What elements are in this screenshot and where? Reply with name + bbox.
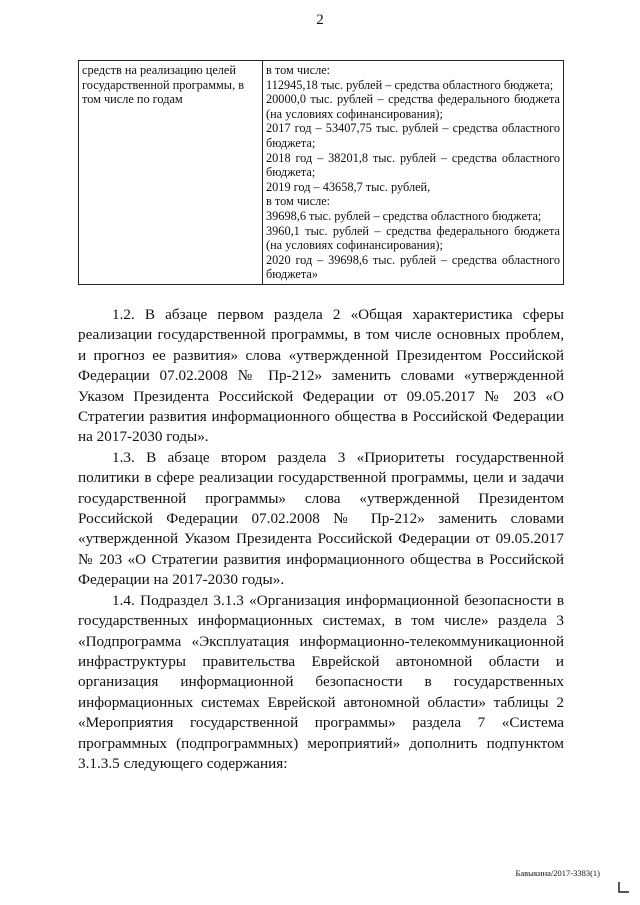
- table-line: в том числе:: [266, 194, 331, 209]
- paragraph-1-3: 1.3. В абзаце втором раздела 3 «Приоритеты государственной политики в сфере реализации государственной программы, цели и задачи государственной программы» слова «утвержденной Президентом Российской Федерации 07.02.2008 № Пр-212» заменить словами «утвержденной Указом Президента Российской Федерации от 09.05.2017 № 203 «О Стратегии развития информационного общества в Российской Федерации на 2017-2030 годы».: [78, 448, 564, 589]
- footer-reference: Бавыкина/2017-3383(1): [515, 868, 600, 878]
- table-row: [79, 61, 564, 285]
- table-line: 20000,0 тыс. рублей – средства федерального бюджета (на условиях софинансирования);: [266, 92, 560, 121]
- paragraph-1-2: 1.2. В абзаце первом раздела 2 «Общая характеристика сферы реализации государственной программы, в том числе основных проблем, и прогноз ее развития» слова «утвержденной Президентом Российской Федерации 07.02.2008 № Пр-212» заменить словами «утвержденной Указом Президента Российской Федерации от 09.05.2017 № 203 «О Стратегии развития информационного общества в Российской Федерации на 2017-2030 годы».: [78, 306, 564, 446]
- table-line: в том числе:: [266, 63, 331, 77]
- table-line: 2018 год – 38201,8 тыс. рублей – средства областного бюджета;: [266, 150, 560, 180]
- corner-mark-icon: [617, 880, 631, 894]
- table-cell-label: средств на реализацию целей государственной программы, в том числе по годам: [79, 61, 263, 285]
- table-line: 2020 год – 39698,6 тыс. рублей – средства областного бюджета»: [266, 252, 560, 282]
- table-line: 39698,6 тыс. рублей – средства областного бюджета;: [266, 208, 542, 223]
- table-line: 2017 год – 53407,75 тыс. рублей – средства областного бюджета;: [266, 121, 560, 150]
- paragraph-1-4: 1.4. Подраздел 3.1.3 «Организация информационной безопасности в государственных информационных системах, в том числе» раздела 3 «Подпрограмма «Эксплуатация информационно-телекоммуникационной инфраструктуры правительства Еврейской автономной области и организация информационной безопасности в государственных информационных системах Еврейской автономной области» таблицы 2 «Мероприятия государственной программы» раздела 7 «Система программных (подпрограммных) мероприятий» дополнить подпунктом 3.1.3.5 следующего содержания:: [78, 591, 564, 772]
- document-body: [78, 305, 564, 774]
- table-line: 2019 год – 43658,7 тыс. рублей,: [266, 179, 431, 194]
- table-line: 112945,18 тыс. рублей – средства областного бюджета;: [266, 77, 554, 92]
- funding-table: [78, 60, 564, 285]
- page-number: 2: [316, 12, 324, 28]
- table-line: 3960,1 тыс. рублей – средства федерального бюджета (на условиях софинансирования);: [266, 223, 560, 253]
- table-cell-values: [263, 61, 564, 285]
